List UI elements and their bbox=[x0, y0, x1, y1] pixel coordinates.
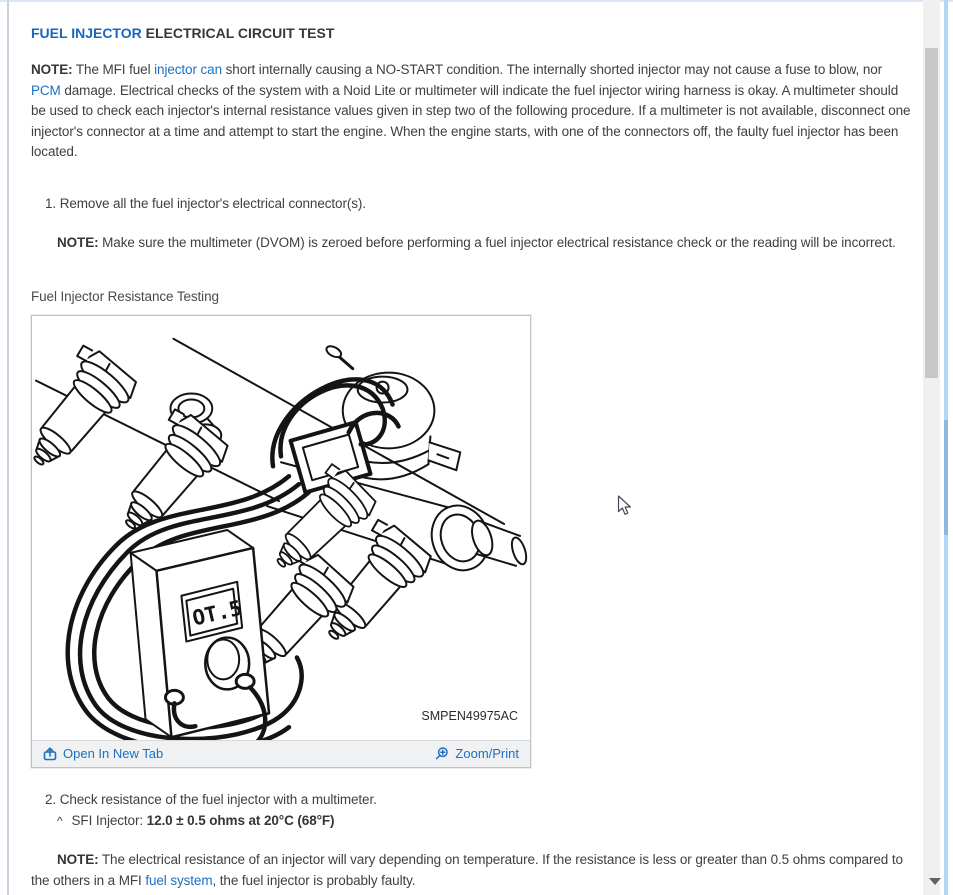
panel-scrollbar-thumb[interactable] bbox=[925, 48, 938, 378]
note-label: NOTE: bbox=[31, 62, 73, 77]
resistance-testing-figure bbox=[31, 315, 531, 768]
zoom-print-link[interactable]: Zoom/Print bbox=[435, 744, 519, 765]
text-run: damage. Electrical checks of the system with a Noid Lite or multimeter will indicate the fuel injector wiring harness is okay. A multimeter should be used to check each injector's internal resistance values given in step two of the following procedure. If a multimeter is not available, disconnect one injector's connector at a time and attempt to start the engine. When the engine starts, with one of the connectors off, the faulty fuel injector has been located. bbox=[31, 82, 911, 159]
pcm-link[interactable]: PCM bbox=[31, 82, 61, 98]
text-run: SFI Injector: bbox=[71, 812, 147, 828]
injector-diagram-image bbox=[32, 316, 530, 740]
note-label: NOTE: bbox=[57, 852, 99, 867]
step-number: 2. bbox=[45, 792, 57, 807]
article-content bbox=[31, 0, 913, 891]
intro-note-paragraph bbox=[31, 60, 913, 163]
browser-scrollbar-thumb[interactable] bbox=[944, 420, 948, 535]
text-run: ELECTRICAL CIRCUIT TEST bbox=[141, 25, 335, 41]
note-label: NOTE: bbox=[57, 235, 99, 250]
text-run: short internally causing a NO-START condition. The internally shorted injector may not cause a fuse to blow, nor bbox=[221, 62, 883, 77]
fuel-system-link[interactable]: fuel system bbox=[145, 872, 213, 888]
step-text: Remove all the fuel injector's electrical connector(s). bbox=[59, 195, 366, 211]
dvom-note-paragraph bbox=[31, 233, 913, 254]
text-run: , the fuel injector is probably faulty. bbox=[212, 872, 416, 888]
caret-bullet: ^ bbox=[57, 813, 63, 828]
multimeter-display: OT.5 bbox=[190, 595, 245, 631]
procedure-step-2 bbox=[31, 790, 913, 811]
page-title bbox=[31, 25, 913, 41]
injector-can-link[interactable]: injector can bbox=[154, 62, 222, 77]
figure-toolbar bbox=[32, 740, 530, 767]
text-run: The electrical resistance of an injector will vary depending on temperature. If the resistance is less or greater than 0.5 ohms compared to the others in a MFI bbox=[31, 852, 903, 888]
step-text: Check resistance of the fuel injector with a multimeter. bbox=[59, 792, 377, 807]
fuel-injector-title-link[interactable]: FUEL INJECTOR bbox=[31, 25, 142, 41]
scrollbar-down-arrow-icon[interactable] bbox=[929, 878, 941, 885]
injector-diagram bbox=[32, 316, 530, 740]
figure-watermark: SMPEN49975AC bbox=[421, 708, 518, 723]
text-run: The MFI fuel bbox=[72, 62, 155, 77]
text-run: Make sure the multimeter (DVOM) is zeroed before performing a fuel injector electrical resistance check or the reading will be incorrect. bbox=[98, 235, 896, 250]
resistance-note-paragraph bbox=[31, 850, 913, 891]
magnifier-plus-icon bbox=[435, 747, 449, 761]
procedure-step-1 bbox=[31, 194, 913, 215]
open-in-new-tab-icon bbox=[43, 747, 57, 761]
sfi-injector-spec bbox=[31, 811, 913, 832]
open-in-new-tab-link[interactable]: Open In New Tab bbox=[43, 744, 163, 765]
step-number: 1. bbox=[45, 195, 57, 211]
panel-left-edge bbox=[7, 0, 9, 895]
figure-caption: Fuel Injector Resistance Testing bbox=[31, 288, 219, 304]
resistance-spec-value: 12.0 ± 0.5 ohms at 20°C (68°F) bbox=[146, 812, 335, 828]
